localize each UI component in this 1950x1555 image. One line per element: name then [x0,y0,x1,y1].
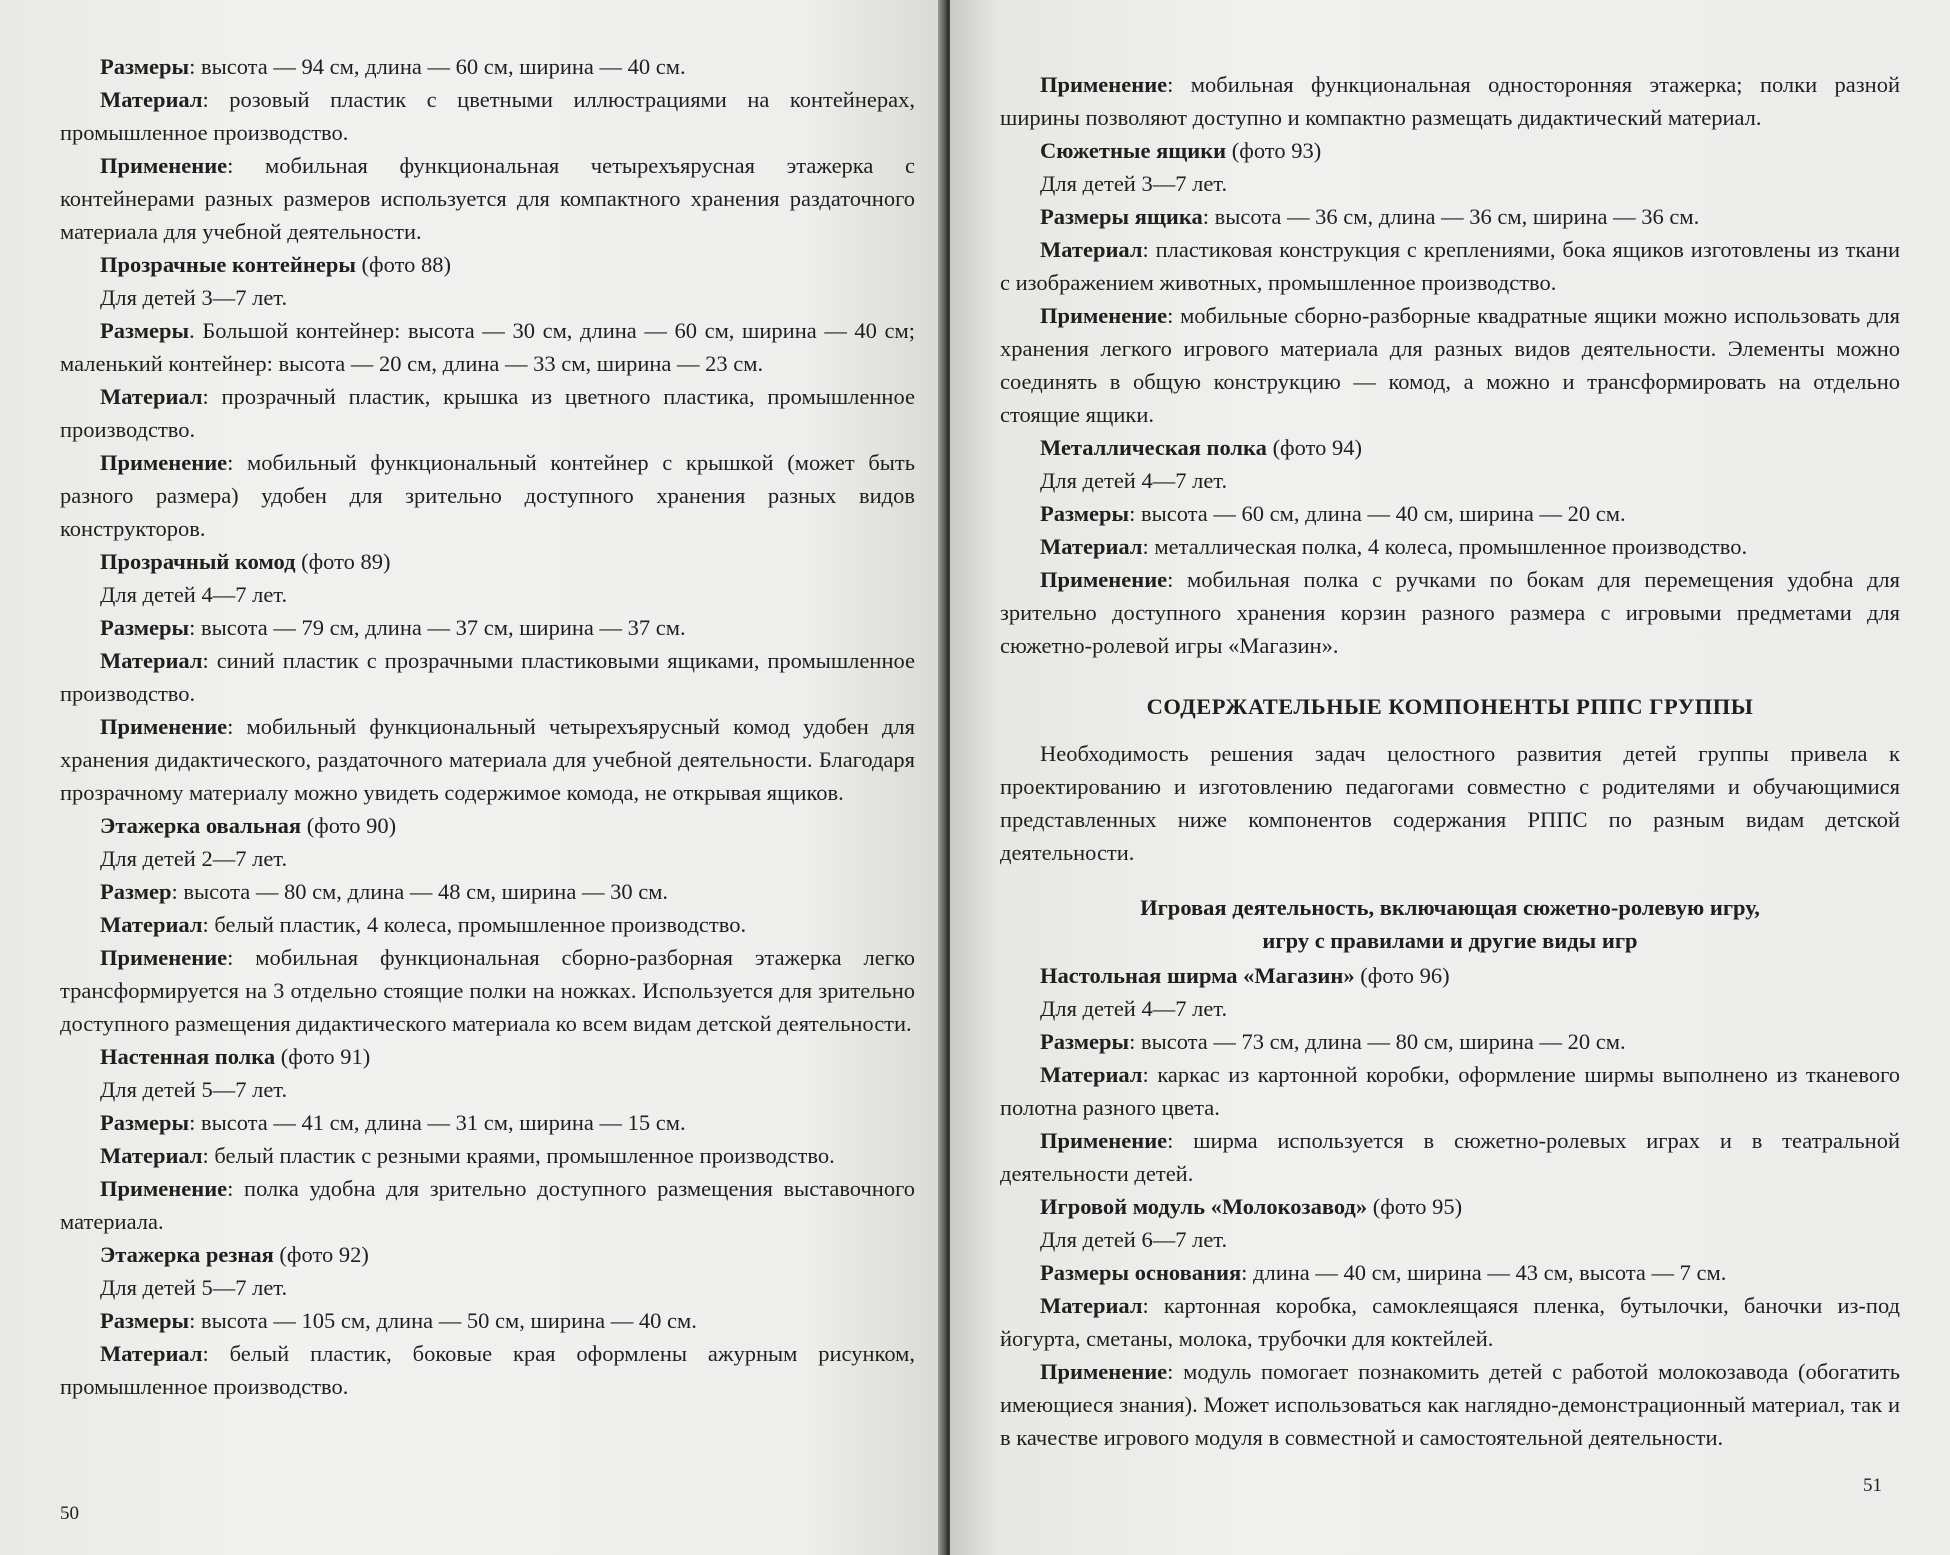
paragraph-label: Материал [100,87,203,112]
paragraph [1000,1355,1900,1454]
paragraph [1000,167,1900,200]
page-number-left: 50 [60,1503,79,1524]
paragraph [60,1238,915,1271]
right-page-text-top [1000,68,1900,662]
right-page [950,0,1950,1555]
paragraph [1000,563,1900,662]
paragraph-label: Материал [1040,1293,1143,1318]
paragraph-label: Материал [100,1341,203,1366]
paragraph-text: (фото 93) [1226,138,1322,163]
paragraph-label: Применение [1040,1128,1168,1153]
paragraph [60,644,915,710]
paragraph-label: Применение [100,945,228,970]
paragraph [1000,134,1900,167]
paragraph-label: Применение [100,714,228,739]
paragraph [1000,1025,1900,1058]
paragraph [1000,497,1900,530]
paragraph-label: Размер [100,879,172,904]
paragraph [60,842,915,875]
paragraph-text: : мобильный функциональный контейнер с крышкой (может быть разного размера) удобен для зрительно доступного хранения разных видов конструкторов. [60,450,915,541]
paragraph-label: Применение [1040,1359,1168,1384]
paragraph-text: (фото 96) [1354,963,1450,988]
paragraph-label: Применение [100,153,228,178]
paragraph-text: (фото 95) [1367,1194,1463,1219]
paragraph-text: : высота — 79 см, длина — 37 см, ширина — 37 см. [189,615,686,640]
paragraph-text: Для детей 2—7 лет. [100,846,288,871]
paragraph-text: : мобильный функциональный четырехъярусный комод удобен для хранения дидактического, раздаточного материала для учебной деятельности. Благодаря прозрачному материалу можно увидеть содержимое комода, не открывая ящиков. [60,714,915,805]
paragraph-label: Этажерка овальная [100,813,302,838]
paragraph-text: : высота — 41 см, длина — 31 см, ширина — 15 см. [189,1110,686,1135]
paragraph-label: Игровой модуль «Молокозавод» [1040,1194,1368,1219]
paragraph [1000,1124,1900,1190]
paragraph-label: Размеры [1040,1029,1130,1054]
paragraph-text: : розовый пластик с цветными иллюстрациями на контейнерах, промышленное производство. [60,87,915,145]
paragraph [1000,431,1900,464]
paragraph [1000,959,1900,992]
paragraph-label: Материал [1040,1062,1143,1087]
paragraph-text: : ширма используется в сюжетно-ролевых играх и в театральной деятельности детей. [1000,1128,1900,1186]
paragraph-label: Материал [100,912,203,937]
paragraph-text: : высота — 36 см, длина — 36 см, ширина — 36 см. [1202,204,1700,229]
paragraph-label: Прозрачные контейнеры [100,252,356,277]
paragraph-text: Для детей 3—7 лет. [100,285,288,310]
paragraph [1000,200,1900,233]
paragraph-text: Для детей 5—7 лет. [100,1275,288,1300]
page-number-right: 51 [1863,1475,1882,1496]
paragraph [1000,68,1900,134]
paragraph [1000,233,1900,299]
paragraph-text: : высота — 73 см, длина — 80 см, ширина — 20 см. [1129,1029,1626,1054]
paragraph [1000,992,1900,1025]
paragraph [1000,1190,1900,1223]
paragraph-text: : мобильная функциональная четырехъярусная этажерка с контейнерами разных размеров используется для компактного хранения раздаточного материала для учебной деятельности. [60,153,915,244]
paragraph [60,941,915,1040]
paragraph-text: Для детей 6—7 лет. [1040,1227,1228,1252]
paragraph-label: Материал [100,1143,203,1168]
paragraph-text: : прозрачный пластик, крышка из цветного пластика, промышленное производство. [60,384,915,442]
paragraph-text: : полка удобна для зрительно доступного размещения выставочного материала. [60,1176,915,1234]
paragraph-label: Применение [100,1176,228,1201]
paragraph-text: : белый пластик, 4 колеса, промышленное производство. [202,912,747,937]
paragraph-text: (фото 92) [273,1242,369,1267]
paragraph-text: : высота — 80 см, длина — 48 см, ширина — 30 см. [171,879,669,904]
paragraph-text: : мобильная функциональная односторонняя этажерка; полки разной ширины позволяют доступно и компактно размещать дидактический материал. [1000,72,1900,130]
paragraph [60,1304,915,1337]
paragraph-text: (фото 88) [355,252,451,277]
paragraph-label: Размеры [100,1308,190,1333]
paragraph-text: : длина — 40 см, ширина — 43 см, высота — 7 см. [1241,1260,1727,1285]
paragraph-text: Для детей 3—7 лет. [1040,171,1228,196]
paragraph [1000,1058,1900,1124]
paragraph-label: Применение [100,450,228,475]
paragraph-text: . Большой контейнер: высота — 30 см, длина — 60 см, ширина — 40 см; маленький контейнер: высота — 20 см, длина — 33 см, ширина — 23 см. [60,318,915,376]
paragraph [60,1139,915,1172]
paragraph-label: Размеры [100,318,190,343]
paragraph [60,809,915,842]
paragraph-text: : пластиковая конструкция с креплениями, бока ящиков изготовлены из ткани с изображением животных, промышленное производство. [1000,237,1900,295]
paragraph-text: : высота — 105 см, длина — 50 см, ширина — 40 см. [189,1308,697,1333]
paragraph [1000,464,1900,497]
paragraph [60,1271,915,1304]
left-page-text [60,50,915,1403]
paragraph-label: Размеры [1040,501,1130,526]
subsection-heading-line2: игру с правилами и другие виды игр [1262,928,1638,953]
paragraph-text: Для детей 4—7 лет. [100,582,288,607]
paragraph [60,149,915,248]
paragraph-label: Применение [1040,567,1168,592]
paragraph-label: Размеры [100,615,190,640]
right-page-text-bottom [1000,959,1900,1454]
paragraph [60,248,915,281]
paragraph-label: Применение [1040,303,1168,328]
paragraph-label: Настенная полка [100,1044,276,1069]
paragraph-label: Прозрачный комод [100,549,296,574]
left-page [0,0,945,1555]
paragraph-text: : высота — 94 см, длина — 60 см, ширина — 40 см. [189,54,686,79]
paragraph-label: Материал [100,384,203,409]
paragraph-text: : мобильная функциональная сборно-разборная этажерка легко трансформируется на 3 отдельно стоящие полки на ножках. Используется для зрительно доступного размещения дидактического материала ко всем видам детской деятельности. [60,945,915,1036]
paragraph [60,1337,915,1403]
paragraph-text: (фото 94) [1266,435,1362,460]
paragraph-label: Сюжетные ящики [1040,138,1227,163]
paragraph-text: Для детей 5—7 лет. [100,1077,288,1102]
paragraph-text: : белый пластик с резными краями, промышленное производство. [202,1143,835,1168]
paragraph-label: Размеры [100,54,190,79]
paragraph-label: Материал [100,648,203,673]
subsection-heading [1000,891,1900,957]
paragraph [1000,1223,1900,1256]
paragraph-text: : каркас из картонной коробки, оформление ширмы выполнено из тканевого полотна разного цвета. [1000,1062,1900,1120]
paragraph-label: Материал [1040,237,1143,262]
paragraph [1000,530,1900,563]
paragraph-text: : белый пластик, боковые края оформлены ажурным рисунком, промышленное производство. [60,1341,915,1399]
paragraph [60,83,915,149]
paragraph-text: Для детей 4—7 лет. [1040,996,1228,1021]
paragraph [60,545,915,578]
paragraph [60,1172,915,1238]
paragraph-text: : металлическая полка, 4 колеса, промышленное производство. [1142,534,1748,559]
section-heading: СОДЕРЖАТЕЛЬНЫЕ КОМПОНЕНТЫ РППС ГРУППЫ [1146,694,1754,719]
section-intro: Необходимость решения задач целостного развития детей группы привела к проектированию и изготовлению педагогами совместно с родителями и обучающимися представленных ниже компонентов содержания РППС по разным видам детской деятельности. [1000,741,1900,865]
paragraph-label: Материал [1040,534,1143,559]
paragraph [60,50,915,83]
paragraph-label: Металлическая полка [1040,435,1267,460]
paragraph [60,446,915,545]
paragraph [1000,299,1900,431]
paragraph [1000,1256,1900,1289]
paragraph-label: Размеры [100,1110,190,1135]
paragraph [60,314,915,380]
paragraph [60,908,915,941]
paragraph-text: (фото 90) [301,813,397,838]
paragraph-text: (фото 91) [275,1044,371,1069]
paragraph [60,710,915,809]
paragraph [60,1040,915,1073]
paragraph-text: : высота — 60 см, длина — 40 см, ширина — 20 см. [1129,501,1626,526]
paragraph [60,578,915,611]
subsection-heading-line1: Игровая деятельность, включающая сюжетно-ролевую игру, [1140,895,1760,920]
paragraph [60,1106,915,1139]
paragraph-text: : мобильная полка с ручками по бокам для перемещения удобна для зрительно доступного хранения корзин разного размера с игровыми предметами для сюжетно-ролевой игры «Магазин». [1000,567,1900,658]
paragraph-text: : картонная коробка, самоклеящаяся пленка, бутылочки, баночки из-под йогурта, сметаны, молока, трубочки для коктейлей. [1000,1293,1900,1351]
paragraph [60,1073,915,1106]
paragraph-text: : мобильные сборно-разборные квадратные ящики можно использовать для хранения легкого игрового материала для разных видов деятельности. Элементы можно соединять в общую конструкцию — комод, а можно и трансформировать на отдельно стоящие ящики. [1000,303,1900,427]
paragraph-label: Настольная ширма «Магазин» [1040,963,1355,988]
paragraph [60,380,915,446]
paragraph [60,611,915,644]
paragraph-label: Этажерка резная [100,1242,274,1267]
paragraph-text: (фото 89) [295,549,391,574]
paragraph-label: Размеры основания [1040,1260,1242,1285]
paragraph-label: Применение [1040,72,1168,97]
paragraph [1000,1289,1900,1355]
paragraph [60,281,915,314]
paragraph-label: Размеры ящика [1040,204,1203,229]
paragraph [60,875,915,908]
paragraph-text: : синий пластик с прозрачными пластиковыми ящиками, промышленное производство. [60,648,915,706]
paragraph-text: Для детей 4—7 лет. [1040,468,1228,493]
paragraph-text: : модуль помогает познакомить детей с работой молокозавода (обогатить имеющиеся знания). Может использоваться как наглядно-демонстрационный материал, так и в качестве игрового модуля в совместной и самостоятельной деятельности. [1000,1359,1900,1450]
